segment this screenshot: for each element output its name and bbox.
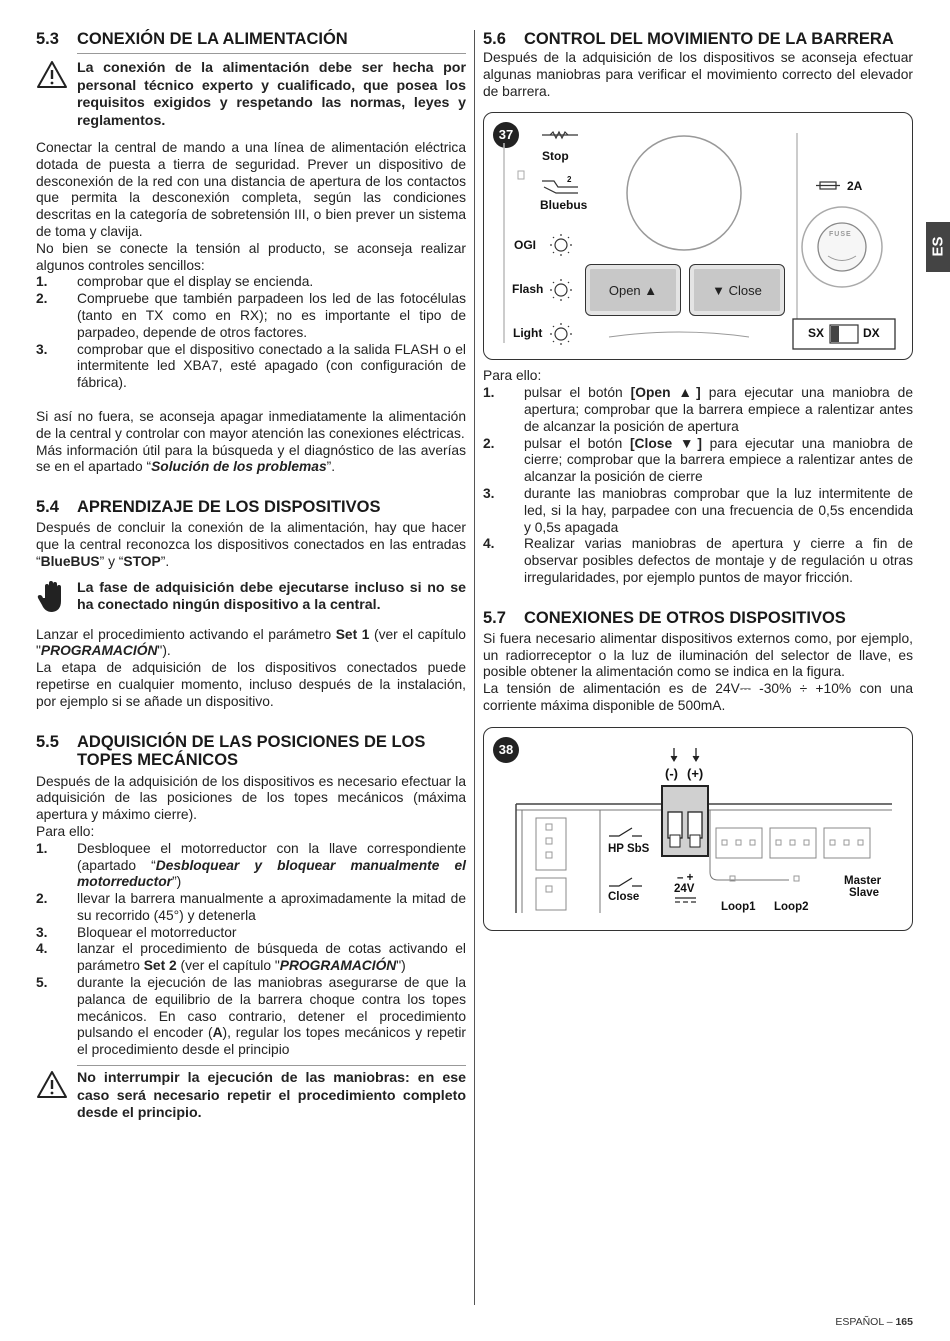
section-5-6-heading: 5.6 CONTROL DEL MOVIMIENTO DE LA BARRERA <box>483 30 894 48</box>
paragraph: Conectar la central de mando a una línea de alimentación eléctrica dotada de puesta a tierra de seguridad. Prever un dispositivo de desconexión de la red con una distancia de apertura de los contactos que permita la desconexión completa, según las condiciones descritas en la categoría de sobretensión III, o bien prever un sistema de toma y clavija. <box>36 140 466 239</box>
negative-terminal-label: (-) <box>665 765 678 781</box>
loop1-label: Loop1 <box>721 900 756 913</box>
fuse-text: FUSE <box>829 231 852 239</box>
warning-triangle-icon <box>36 1070 77 1123</box>
master-label: Master <box>844 874 882 887</box>
paragraph: Lanzar el procedimiento activando el parámetro Set 1 (ver el capítulo "PROGRAMACIÓN"). <box>36 626 466 659</box>
column-divider <box>474 30 475 1305</box>
paragraph: Para ello: <box>483 368 542 384</box>
section-5-7-heading: 5.7 CONEXIONES DE OTROS DISPOSITIVOS <box>483 608 846 627</box>
close-input-label: Close <box>608 890 640 903</box>
right-column <box>483 30 913 931</box>
power-warning: La conexión de la alimentación debe ser hecha por personal técnico experto y cualificado, que posea los requisitos exigidos y respetando las normas, leyes y reglamentos. <box>36 60 466 130</box>
acquisition-note: La fase de adquisición debe ejecutarse incluso si no se ha conectado ningún dispositivo a la central. <box>36 580 466 619</box>
stop-label: Stop <box>542 149 569 164</box>
list-item: 2. llevar la barrera manualmente a aproximadamente la mitad de su recorrido (45°) y detenerla <box>36 891 466 923</box>
language-tab: ES <box>926 222 950 272</box>
steps-list <box>483 385 913 587</box>
ogi-label: OGI <box>514 238 537 253</box>
steps-list <box>36 841 466 1059</box>
24v-label: 24V <box>674 882 695 895</box>
dx-label: DX <box>863 326 880 341</box>
fuse-rating-label: 2A <box>847 179 863 194</box>
paragraph: Si fuera necesario alimentar dispositivos externos como, por ejemplo, un radiorreceptor o la luz de iluminación del selector de llave, es posible obtener la alimentación como se indica en la figura. <box>483 630 913 680</box>
section-5-5-heading: 5.5 ADQUISICIÓN DE LAS POSICIONES DE LOS TOPES MECÁNICOS <box>36 732 426 769</box>
list-item: 4. Realizar varias maniobras de apertura y cierre a fin de observar posibles defectos de montaje y de regulación u otras irregularidades, por ejemplo puntos de mayor fricción. <box>483 536 913 585</box>
section-rule <box>77 53 466 54</box>
hp-sbs-label: HP SbS <box>608 842 650 855</box>
list-item: 3. comprobar que el dispositivo conectado a la salida FLASH o el intermitente led XBA7, esté apagado (con configuración de fábrica). <box>36 341 466 391</box>
paragraph: Después de la adquisición de los dispositivos es necesario efectuar la adquisición de las posiciones de los topes mecánicos (máxima apertura y máximo cierre). <box>36 773 466 823</box>
light-label: Light <box>513 326 543 341</box>
figure-badge: 37 <box>493 122 519 148</box>
left-column <box>36 30 466 1133</box>
close-button[interactable]: ▼ Close <box>689 264 785 316</box>
section-5-3-heading: 5.3 CONEXIÓN DE LA ALIMENTACIÓN <box>36 30 348 48</box>
paragraph: Para ello: <box>36 823 95 839</box>
figure-badge: 38 <box>493 737 519 763</box>
paragraph: Más información útil para la búsqueda y el diagnóstico de las averías se en el apartado “Solución de los problemas”. <box>36 442 466 475</box>
bluebus-label: Bluebus <box>540 198 588 213</box>
section-5-4-heading: 5.4 APRENDIZAJE DE LOS DISPOSITIVOS <box>36 498 381 517</box>
list-item: 4. lanzar el procedimiento de búsqueda de cotas activando el parámetro Set 2 (ver el capítulo "PROGRAMACIÓN") <box>36 941 466 974</box>
positive-terminal-label: (+) <box>687 765 704 781</box>
paragraph: Después de la adquisición de los dispositivos se aconseja efectuar algunas maniobras para verificar el movimiento correcto del elevador de barrera. <box>483 50 913 99</box>
list-item: 1. pulsar el botón [Open ▲] para ejecutar una maniobra de apertura; comprobar que la barrera empiece a ralentizar antes de alcanzar la posición de apertura <box>483 385 914 434</box>
terminal-drawing <box>484 728 913 931</box>
figure-37-control-panel <box>483 112 913 360</box>
loop2-label: Loop2 <box>774 900 809 913</box>
hand-stop-icon <box>36 580 77 619</box>
polarity-label: – + <box>677 871 694 884</box>
list-item: 1. comprobar que el display se encienda. <box>36 274 314 290</box>
figure-38-terminal-block <box>483 727 913 931</box>
paragraph: La etapa de adquisición de los dispositivos conectados puede repetirse en cualquier momento, incluso después de la instalación, por ejemplo si se añade un dispositivo. <box>36 660 466 709</box>
list-item: 1. Desbloquee el motorreductor con la llave correspondiente (apartado “Desbloquear y bloquear manualmente el motorreductor”) <box>36 840 466 890</box>
paragraph: La tensión de alimentación es de 24V⎓ -30% ÷ +10% con una corriente máxima disponible de 500mA. <box>483 681 913 713</box>
slave-label: Slave <box>849 886 880 899</box>
check-list <box>36 274 466 392</box>
paragraph: Si así no fuera, se aconseja apagar inmediatamente la alimentación de la central y controlar con mayor atención las conexiones eléctricas. <box>36 408 466 441</box>
open-button[interactable]: Open ▲ <box>585 264 681 316</box>
paragraph: Después de concluir la conexión de la alimentación, hay que hacer que la central reconozca los dispositivos conectados en las entradas “BlueBUS” y “STOP”. <box>36 520 466 569</box>
sx-label: SX <box>808 326 825 341</box>
flash-label: Flash <box>512 282 544 297</box>
section-rule <box>77 1065 466 1066</box>
page-footer: ESPAÑOL – 165 <box>835 1316 913 1328</box>
page-number: 165 <box>895 1316 913 1328</box>
warning-triangle-icon <box>36 60 77 130</box>
list-item: 3. durante las maniobras comprobar que la luz intermitente de led, si la hay, parpadee con una frecuencia de 0,5s encendida y 0,5s apagada <box>483 485 913 535</box>
list-item: 3. Bloquear el motorreductor <box>36 924 237 940</box>
paragraph: No bien se conecte la tensión al producto, se aconseja realizar algunos controles sencillos: <box>36 240 466 273</box>
list-item: 2. Compruebe que también parpadeen los led de las fotocélulas (tanto en TX como en RX); no es importante el tipo de parpadeo, depende de otros factores. <box>36 291 466 340</box>
list-item: 5. durante la ejecución de las maniobras asegurarse de que la palanca de equilibrio de la barrera choque contra los topes mecánicos. En caso contrario, detener el procedimiento pulsando el encoder (A), regular los topes mecánicos y repetir el procedimiento desde el principio <box>36 975 466 1058</box>
troubleshooting-ref: Solución de los problemas <box>151 459 327 475</box>
list-item: 2. pulsar el botón [Close ▼] para ejecutar una maniobra de cierre; comprobar que la barrera empiece a ralentizar antes de alcanzar la posición de cierre <box>483 435 914 485</box>
interrupt-warning: No interrumpir la ejecución de las maniobras: en ese caso será necesario repetir el procedimiento completo desde el principio. <box>36 1070 466 1123</box>
bluebus-count: 2 <box>567 175 572 185</box>
